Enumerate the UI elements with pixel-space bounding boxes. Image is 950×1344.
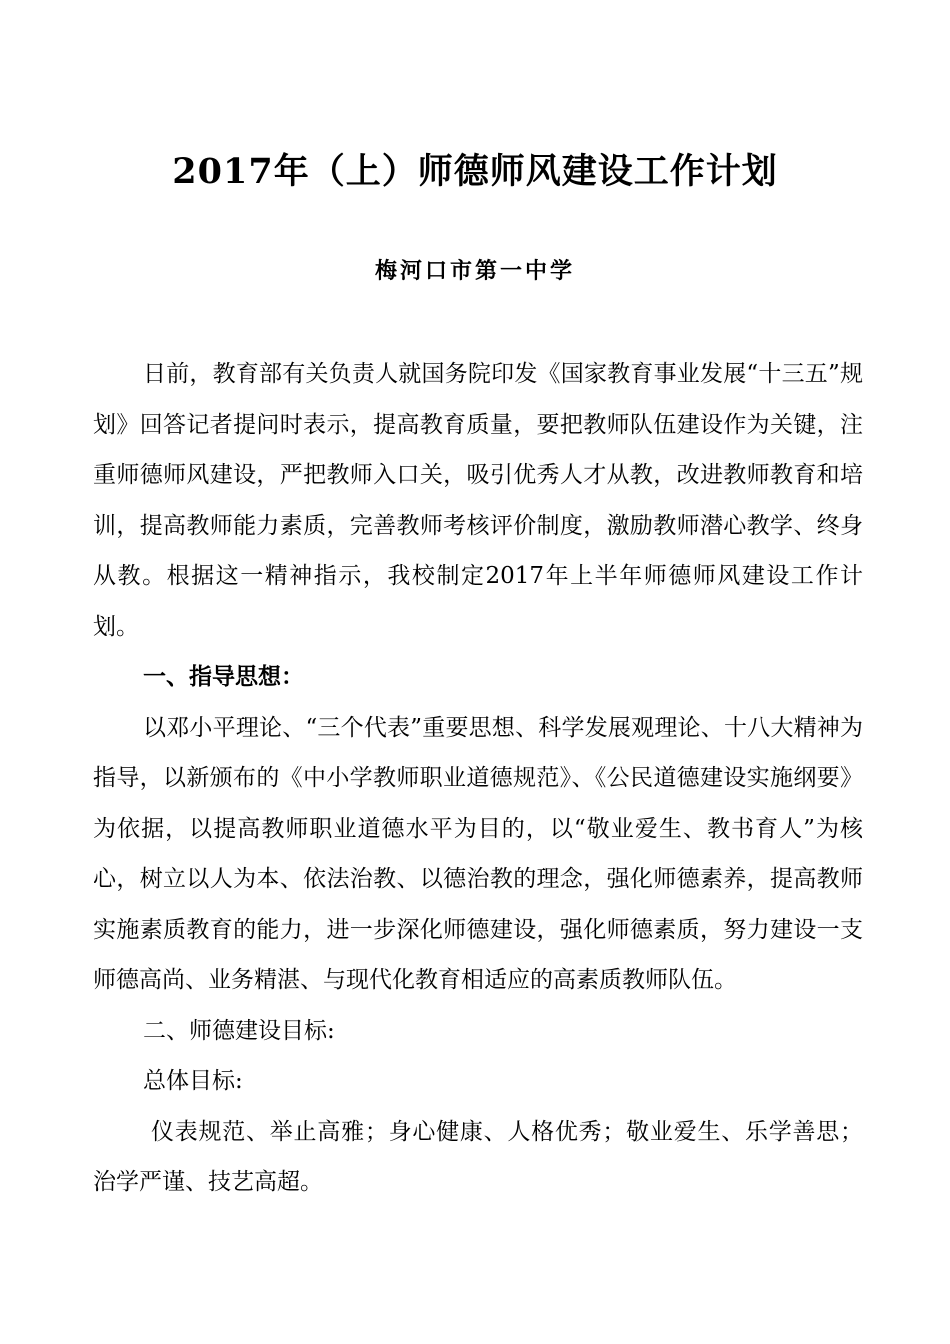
document-author: 梅河口市第一中学 [374, 258, 575, 284]
intro-paragraph: 日前，教育部有关负责人就国务院印发《国家教育事业发展“十三五”规划》回答记者提问时表示，提高教育质量，要把教师队伍建设作为关键，注重师德师风建设，严把教师入口关，吸引优秀人才从教，改进教师教育和培训，提高教师能力素质，完善教师考核评价制度，激励教师潜心教学、终身从教。根据这一精神指示，我校制定2017年上半年师德师风建设工作计划。 [93, 361, 863, 640]
overall-goal-paragraph: 仪表规范、举止高雅；身心健康、人格优秀；敬业爱生、乐学善思；治学严谨、技艺高超。 [93, 1118, 863, 1195]
overall-goal-label: 总体目标: [143, 1068, 243, 1094]
section-heading-goals: 二、师德建设目标: [143, 1017, 335, 1044]
guiding-ideology-paragraph: 以邓小平理论、“三个代表”重要思想、科学发展观理论、十八大精神为指导，以新颁布的《中小学教师职业道德规范》、《公民道德建设实施纲要》为依据，以提高教师职业道德水平为目的，以“敬业爱生、教书育人”为核心，树立以人为本、依法治教、以德治教的理念，强化师德素养，提高教师实施素质教育的能力，进一步深化师德建设，强化师德素质，努力建设一支师德高尚、业务精湛、与现代化教育相适应的高素质教师队伍。 [93, 714, 863, 993]
document-body [93, 349, 863, 1208]
document-title: 2017年（上）师德师风建设工作计划 [172, 151, 778, 192]
section-heading-guiding-ideology: 一、指导思想： [143, 664, 304, 690]
